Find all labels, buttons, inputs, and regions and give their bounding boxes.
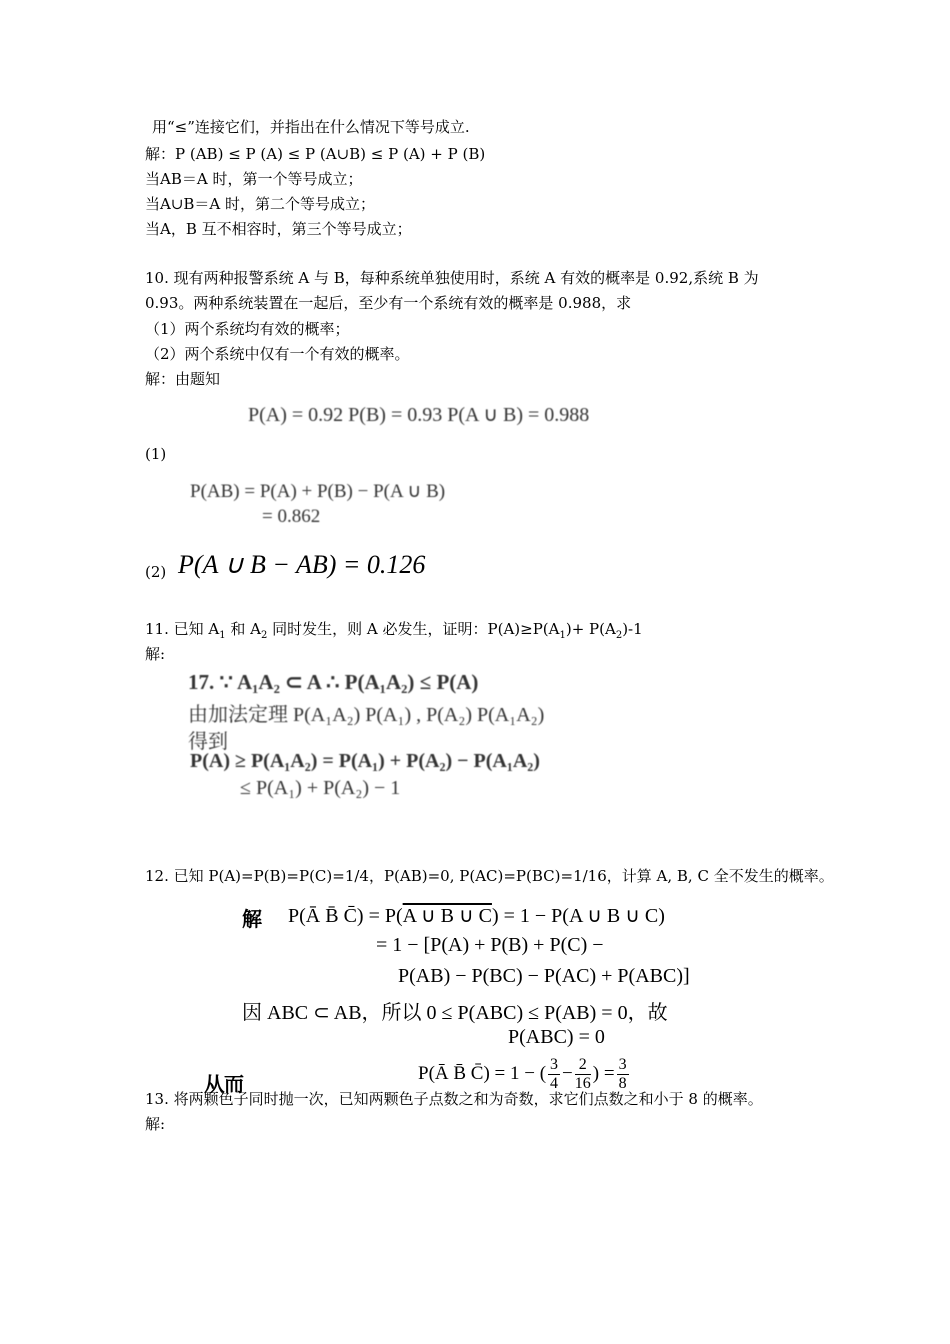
q11-proof-line3: 得到 xyxy=(188,731,228,753)
q12-congr: 从而 xyxy=(204,1072,244,1096)
q11-proof-line2: 由加法定理 P(A₁A₂) P(A₁) , P(A₂) P(A₁A₂) xyxy=(188,704,545,726)
q10-eq1a: P(AB) = P(A) + P(B) − P(A ∪ B) xyxy=(190,481,446,502)
q12-jie: 解 xyxy=(242,907,262,931)
q13-stem: 13. 将两颗色子同时抛一次，已知两颗色子点数之和为奇数，求它们点数之和小于 8 的概率。 xyxy=(145,1090,763,1108)
q11-solution-label: 解: xyxy=(145,645,166,663)
q10-label2: (2) xyxy=(145,563,167,581)
q10-eq1b: = 0.862 xyxy=(262,506,321,527)
q9-case3: 当A，B 互不相容时，第三个等号成立； xyxy=(145,220,412,238)
q12-stem: 12. 已知 P(A)=P(B)=P(C)=1/4，P(AB)=0, P(AC)=P(BC)=1/16，计算 A, B, C 全不发生的概率。 xyxy=(145,867,834,885)
q12-line4: 因 ABC ⊂ AB，所以 0 ≤ P(ABC) ≤ P(AB) = 0，故 xyxy=(242,1002,668,1024)
q11-proof-line4: P(A) ≥ P(A₁A₂) = P(A₁) + P(A₂) − P(A₁A₂) xyxy=(190,750,540,772)
q11-proof-line1: 17. ∵ A₁A₂ ⊂ A ∴ P(A₁A₂) ≤ P(A) xyxy=(188,670,479,694)
q11-proof-line5: ≤ P(A₁) + P(A₂) − 1 xyxy=(240,777,401,799)
q9-case1: 当AB＝A 时，第一个等号成立； xyxy=(145,170,363,188)
q10-line1: 10. 现有两种报警系统 A 与 B，每种系统单独使用时，系统 A 有效的概率是 0.92,系统 B 为 xyxy=(145,269,759,287)
q12-line5: P(ABC) = 0 xyxy=(508,1026,605,1048)
q9-case2: 当A∪B＝A 时，第二个等号成立； xyxy=(145,195,376,213)
q10-label1: (1) xyxy=(145,445,167,463)
q11-stem: 11. 已知 $A_1$ 和 $A_2$ 同时发生，则 A 必发生，证明：$P(A)\ge P(A_1)+ P(A_2)-1$ xyxy=(145,620,643,641)
q9-intro: 用“≤”连接它们，并指出在什么情况下等号成立. xyxy=(152,118,470,136)
q10-eq2: P(A ∪ B − AB) = 0.126 xyxy=(178,550,426,579)
q9-answer: 解：P (AB) ≤ P (A) ≤ P (A∪B) ≤ P (A) + P (B) xyxy=(145,145,486,163)
q12-line3: P(AB) − P(BC) − P(AC) + P(ABC)] xyxy=(398,965,690,987)
q12-line1: P(Ā B̄ C̄) = P(A ∪ B ∪ C) = 1 − P(A ∪ B ∪ C) xyxy=(288,905,665,927)
q10-solution-label: 解：由题知 xyxy=(145,370,221,388)
q10-line2: 0.93。两种系统装置在一起后，至少有一个系统有效的概率是 0.988，求 xyxy=(145,294,632,312)
q10-part1: （1）两个系统均有效的概率； xyxy=(145,320,350,338)
q10-part2: （2）两个系统中仅有一个有效的概率。 xyxy=(145,345,410,363)
q13-solution-label: 解: xyxy=(145,1115,166,1133)
q12-final-equation: P(Ā B̄ C̄) = 1 − ( $\frac{3}{4}$ − $\frac{2}{16}$ ) = $\frac{3}{8}$ xyxy=(418,1056,627,1092)
q12-line2: = 1 − [P(A) + P(B) + P(C) − xyxy=(376,934,604,956)
q10-given-equation: P(A) = 0.92 P(B) = 0.93 P(A ∪ B) = 0.988 xyxy=(248,404,590,426)
